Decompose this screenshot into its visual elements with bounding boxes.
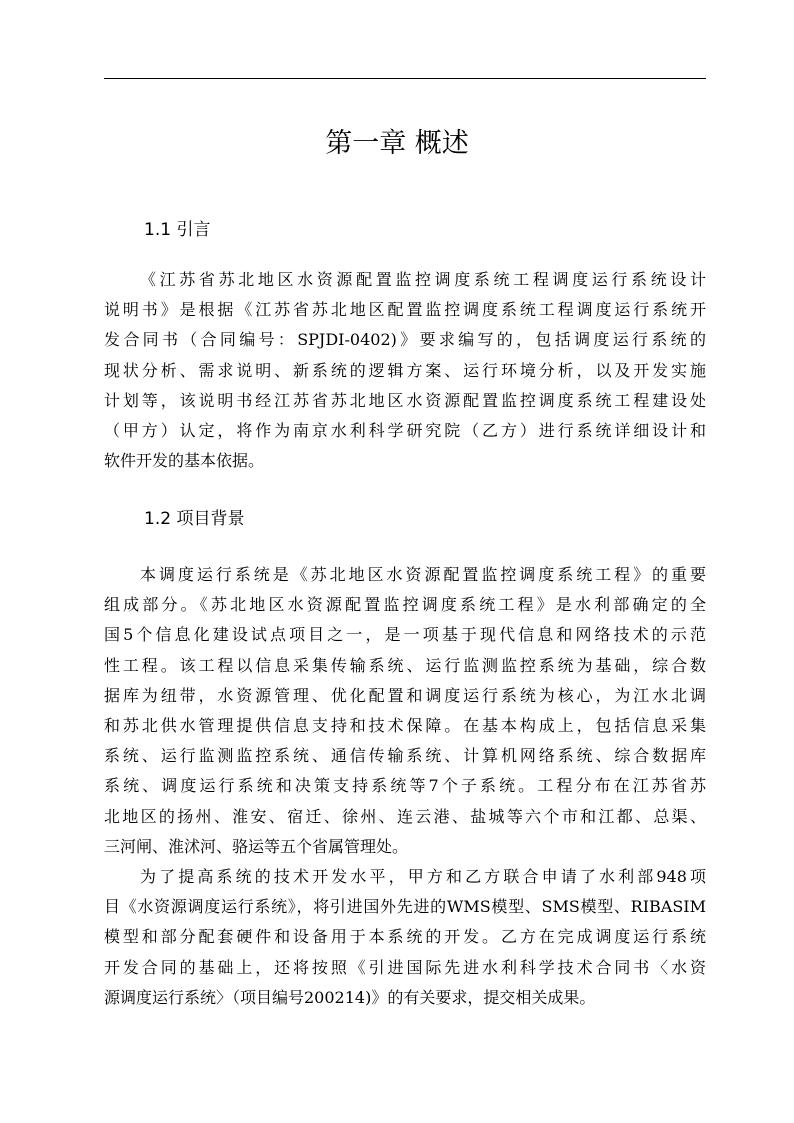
paragraph-line: 组成部分。《苏北地区水资源配置监控调度系统工程》是水利部确定的全 bbox=[104, 595, 706, 615]
paragraph-line: 三河闸、淮沭河、骆运等五个省属管理处。 bbox=[104, 836, 409, 856]
paragraph bbox=[104, 560, 706, 862]
paragraph-line: 系统、调度运行系统和决策支持系统等7个子系统。工程分布在江苏省苏 bbox=[104, 776, 706, 796]
paragraph-line: 开发合同的基础上，还将按照《引进国际先进水利科学技术合同书〈水资 bbox=[104, 957, 706, 977]
paragraph-line: 说明书》是根据《江苏省苏北地区配置监控调度系统工程调度运行系统开 bbox=[104, 300, 706, 320]
paragraph-line: 《江苏省苏北地区水资源配置监控调度系统工程调度运行系统设计 bbox=[140, 270, 706, 289]
chapter-title: 第一章 概述 bbox=[325, 128, 469, 159]
paragraph bbox=[104, 862, 706, 1013]
paragraph-line: 性工程。该工程以信息采集传输系统、运行监测监控系统为基础，综合数 bbox=[104, 655, 706, 675]
paragraph-line: 发合同书（合同编号：SPJDI-0402)》要求编写的，包括调度运行系统的 bbox=[104, 330, 706, 350]
paragraph-line: 据库为纽带，水资源管理、优化配置和调度运行系统为核心，为江水北调 bbox=[104, 685, 706, 705]
paragraph-line: （甲方）认定，将作为南京水利科学研究院（乙方）进行系统详细设计和 bbox=[104, 420, 706, 440]
paragraph-line: 计划等，该说明书经江苏省苏北地区水资源配置监控调度系统工程建设处 bbox=[104, 390, 706, 410]
paragraph-line: 北地区的扬州、淮安、宿迁、徐州、连云港、盐城等六个市和江都、总渠、 bbox=[104, 806, 706, 826]
header-rule bbox=[104, 78, 706, 79]
paragraph-line: 系统、运行监测监控系统、通信传输系统、计算机网络系统、综合数据库 bbox=[104, 746, 706, 766]
paragraph-line: 软件开发的基本依据。 bbox=[104, 451, 265, 471]
paragraph-line: 本调度运行系统是《苏北地区水资源配置监控调度系统工程》的重要 bbox=[140, 565, 706, 584]
paragraph-line: 为了提高系统的技术开发水平，甲方和乙方联合申请了水利部948项 bbox=[140, 867, 706, 886]
paragraph-line: 源调度运行系统〉（项目编号200214)》的有关要求，提交相关成果。 bbox=[104, 987, 596, 1007]
paragraph-line: 模型和部分配套硬件和设备用于本系统的开发。乙方在完成调度运行系统 bbox=[104, 927, 706, 947]
section-heading-1-1: 1.1 引言 bbox=[144, 220, 211, 240]
paragraph-line: 国5个信息化建设试点项目之一，是一项基于现代信息和网络技术的示范 bbox=[104, 625, 706, 645]
paragraph bbox=[104, 265, 706, 476]
section-heading-1-2: 1.2 项目背景 bbox=[144, 509, 245, 529]
paragraph-line: 现状分析、需求说明、新系统的逻辑方案、运行环境分析，以及开发实施 bbox=[104, 360, 706, 380]
paragraph-line: 和苏北供水管理提供信息支持和技术保障。在基本构成上，包括信息采集 bbox=[104, 715, 706, 735]
paragraph-line: 目《水资源调度运行系统》，将引进国外先进的WMS模型、SMS模型、RIBASIM bbox=[104, 897, 706, 917]
